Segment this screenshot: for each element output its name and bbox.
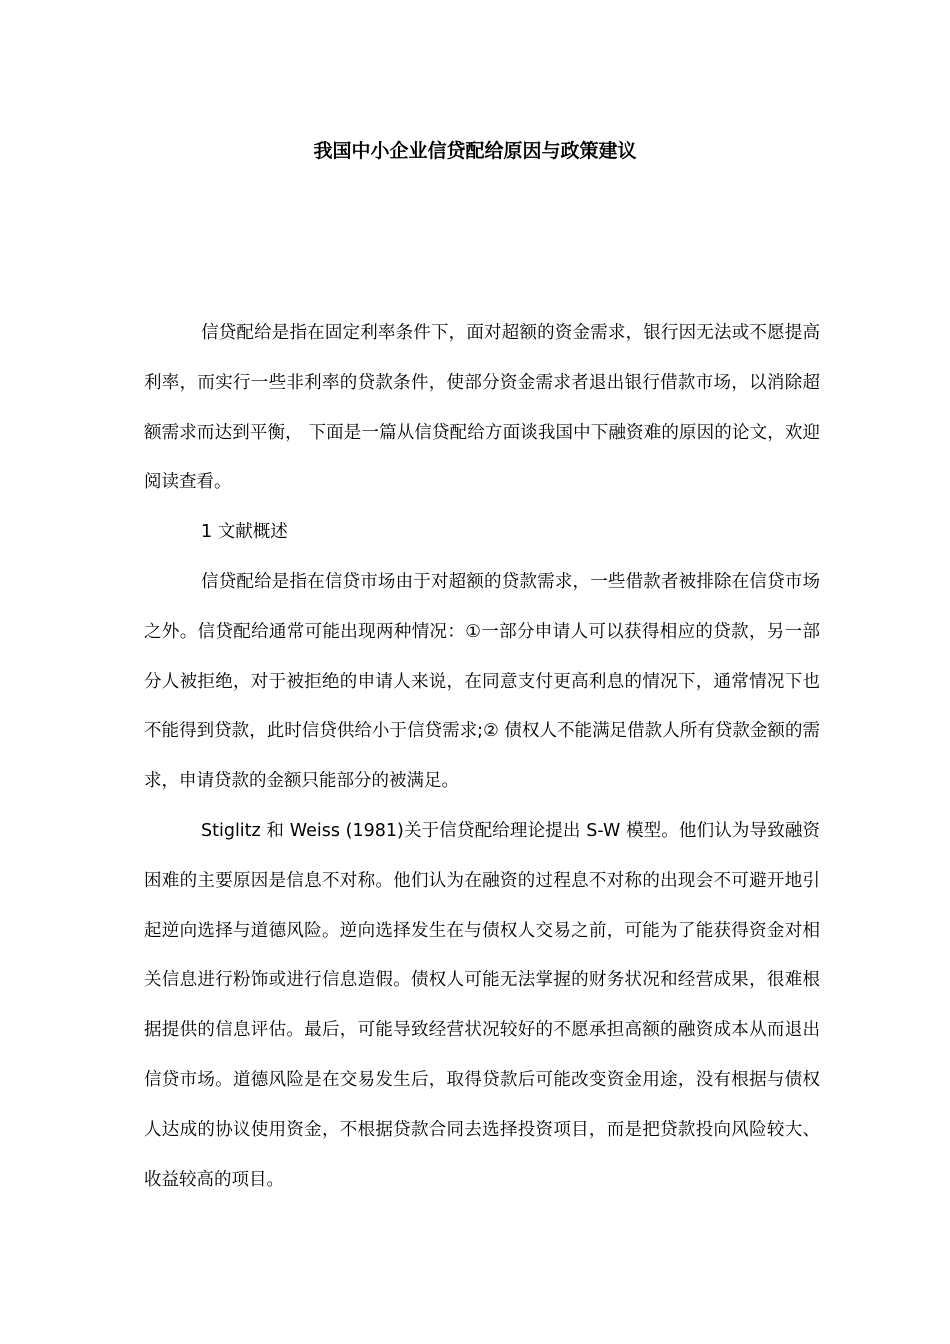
page-title: 我国中小企业信贷配给原因与政策建议 [313,140,637,162]
section-heading-literature-review: 1 文献概述 [201,522,288,543]
paragraph-sw-model: Stiglitz 和 Weiss (1981)关于信贷配给理论提出 S-W 模型。他们认为导致融资困难的主要原因是信息不对称。他们认为在融资的过程息不对称的出现会不可避开地引起逆向选择与道德风险。逆向选择发生在与债权人交易之前，可能为了能获得资金对相关信息进行粉饰或进行信息造假。债权人可能无法掌握的财务状况和经营成果，很难根据提供的信息评估。最后，可能导致经营状况较好的不愿承担高额的融资成本从而退出信贷市场。道德风险是在交易发生后，取得贷款后可能改变资金用途，没有根据与债权人达成的协议使用资金，不根据贷款合同去选择投资项目，而是把贷款投向风险较大、收益较高的项目。 [144,820,820,1190]
paragraph-intro: 信贷配给是指在固定利率条件下，面对超额的资金需求，银行因无法或不愿提高利率，而实行一些非利率的贷款条件，使部分资金需求者退出银行借款市场，以消除超额需求而达到平衡， 下面是一篇从信贷配给方面谈我国中下融资难的原因的论文，欢迎阅读查看。 [144,323,820,493]
paragraph-credit-rationing-definition: 信贷配给是指在信贷市场由于对超额的贷款需求，一些借款者被排除在信贷市场之外。信贷配给通常可能出现两种情况：①一部分申请人可以获得相应的贷款，另一部分人被拒绝，对于被拒绝的申请人来说，在同意支付更高利息的情况下，通常情况下也不能得到贷款，此时信贷供给小于信贷需求;② 债权人不能满足借款人所有贷款金额的需求，申请贷款的金额只能部分的被满足。 [144,571,820,792]
document-body [144,309,820,1205]
